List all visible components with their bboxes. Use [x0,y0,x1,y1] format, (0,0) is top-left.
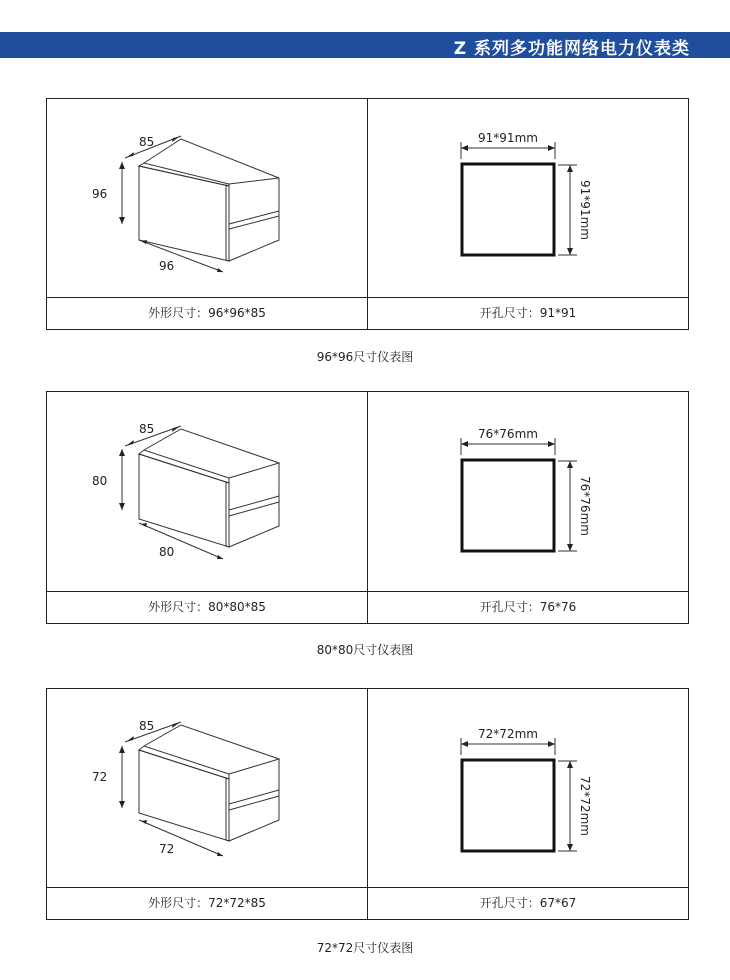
cutout-size-caption: 开孔尺寸：67*67 [479,896,577,910]
cutout-h-label: 91*91mm [478,131,538,145]
dim-depth-label: 85 [139,422,155,436]
outline-drawing-cell [47,392,368,591]
cutout-v-label: 76*76mm [578,476,592,536]
cutout-drawing [368,392,688,591]
cutout-drawing-cell [368,689,688,887]
cutout-drawing-cell [368,392,688,591]
cutout-size-caption: 开孔尺寸：91*91 [479,306,577,320]
cutout-v-label: 72*72mm [578,776,592,836]
dimension-block-96 [46,98,689,330]
dim-depth-label: 85 [139,719,155,733]
outline-drawing-cell [47,689,368,887]
outline-drawing [47,392,367,591]
dim-width-label: 96 [159,259,175,273]
header-title: Z 系列多功能网络电力仪表类 [453,39,690,59]
outline-drawing-cell [47,99,368,297]
cutout-v-label: 91*91mm [578,180,592,240]
outline-drawing [47,689,367,887]
figure-caption: 96*96尺寸仪表图 [316,350,414,364]
dim-height-label: 72 [92,770,108,784]
dim-depth-label: 85 [139,135,155,149]
cutout-drawing-cell [368,99,688,297]
dim-height-label: 80 [92,474,108,488]
figure-caption: 72*72尺寸仪表图 [316,941,414,955]
outline-size-caption: 外形尺寸：96*96*85 [47,298,368,329]
caption-row [47,887,688,919]
figure-caption: 80*80尺寸仪表图 [316,643,414,657]
cutout-size-caption: 开孔尺寸：76*76 [479,600,577,614]
outline-size-caption: 外形尺寸：72*72*85 [47,888,368,919]
cutout-h-label: 72*72mm [478,727,538,741]
cutout-h-label: 76*76mm [478,427,538,441]
dimension-block-72 [46,688,689,920]
cutout-drawing [368,689,688,887]
dim-width-label: 72 [159,842,175,856]
caption-row [47,591,688,623]
header-bar [0,32,730,58]
outline-size-caption: 外形尺寸：80*80*85 [47,592,368,623]
caption-row [47,297,688,329]
cutout-drawing [368,99,688,297]
dimension-block-80 [46,391,689,624]
dim-height-label: 96 [92,187,108,201]
outline-drawing [47,99,367,297]
dim-width-label: 80 [159,545,175,559]
